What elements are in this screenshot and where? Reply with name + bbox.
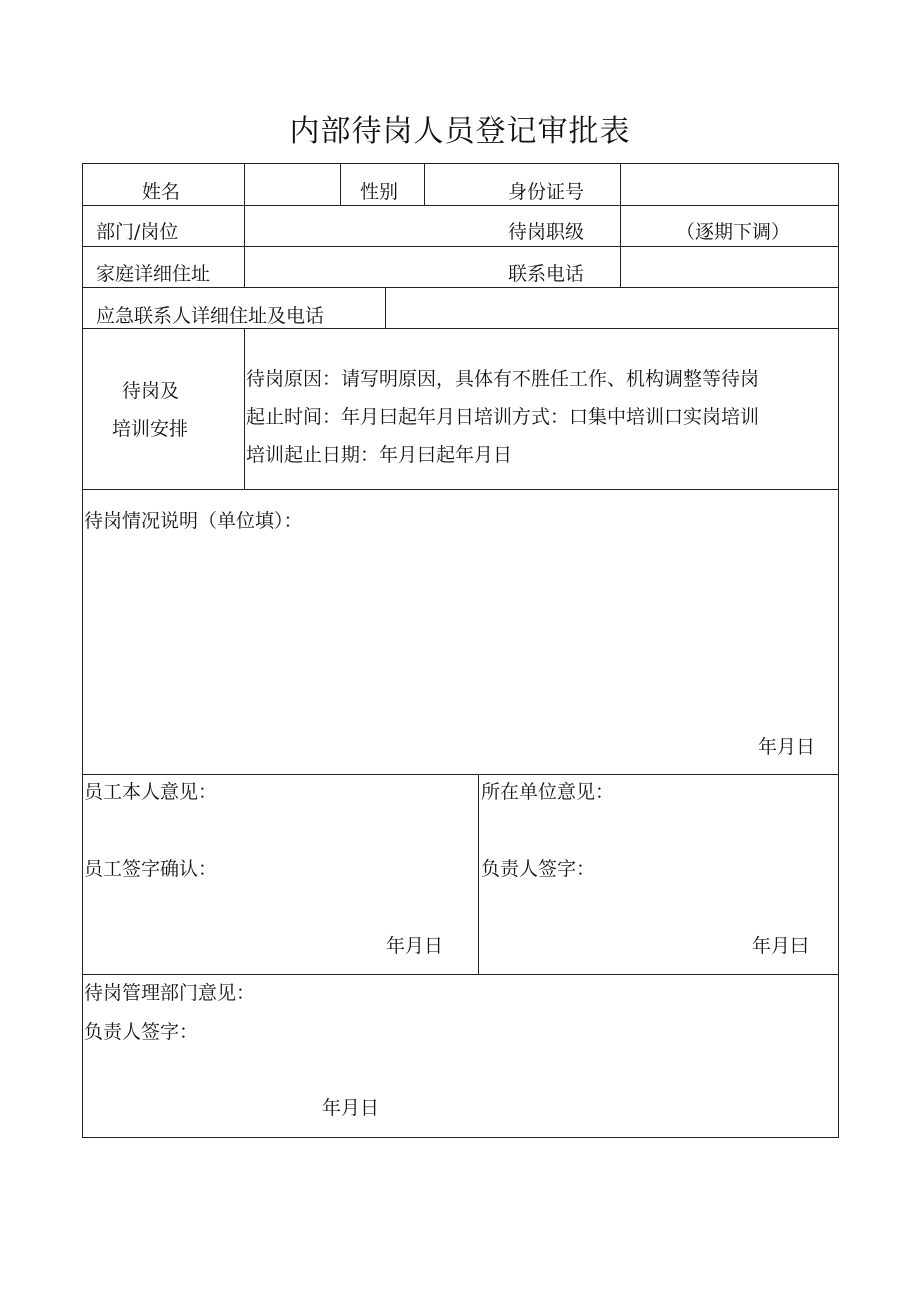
home-address-value-cell[interactable] (245, 247, 495, 287)
management-opinion-label: 待岗管理部门意见： (84, 982, 256, 1004)
standby-reason-line: 待岗原因：请写明原因，具体有不胜任工作、机构调整等待岗 (246, 368, 760, 390)
emergency-contact-label: 应急联系人详细住址及电话 (96, 305, 325, 327)
column-divider (340, 163, 341, 205)
unit-opinion-label: 所在单位意见： (481, 781, 615, 803)
name-label: 姓名 (142, 181, 181, 203)
column-divider (478, 774, 479, 975)
unit-signature-label: 负责人签字： (481, 858, 596, 880)
employee-signature-label: 员工签字确认： (84, 858, 218, 880)
form-title: 内部待岗人员登记审批表 (289, 114, 631, 149)
emergency-contact-value-cell[interactable] (386, 288, 838, 328)
unit-date: 年月曰 (752, 935, 810, 957)
gender-label: 性别 (360, 181, 399, 203)
department-position-label: 部门/岗位 (96, 221, 179, 243)
employee-date: 年月日 (386, 935, 444, 957)
id-number-value-cell[interactable] (621, 164, 838, 205)
row-divider (82, 328, 839, 329)
standby-level-note[interactable]: （逐期下调） (676, 221, 791, 243)
standby-level-label: 待岗职级 (508, 221, 585, 243)
row-divider (82, 489, 839, 490)
employee-opinion-label: 员工本人意见： (84, 781, 218, 803)
table-border-bottom (82, 1137, 839, 1138)
name-value-cell[interactable] (245, 164, 340, 205)
standby-period-line: 起止时间：年月曰起年月日培训方式：口集中培训口实岗培训 (246, 406, 760, 428)
home-address-label: 家庭详细住址 (96, 263, 211, 285)
column-divider (244, 328, 245, 490)
management-signature-label: 负责人签字： (84, 1021, 199, 1043)
contact-phone-label: 联系电话 (508, 263, 585, 285)
standby-training-label-line1: 待岗及 (122, 380, 180, 402)
standby-situation-text-area[interactable] (83, 540, 838, 720)
contact-phone-value-cell[interactable] (621, 247, 838, 287)
row-divider (82, 774, 839, 775)
management-date: 年月日 (322, 1097, 380, 1119)
id-number-label: 身份证号 (508, 181, 585, 203)
standby-training-details[interactable] (246, 360, 759, 474)
training-period-line: 培训起止日期：年月曰起年月日 (246, 444, 513, 466)
standby-situation-date: 年月日 (758, 736, 816, 758)
department-position-value-cell[interactable] (245, 206, 495, 246)
standby-situation-label: 待岗情况说明（单位填）： (84, 510, 303, 532)
table-border-right (838, 163, 839, 1138)
standby-training-label-line2: 培训安排 (112, 418, 189, 440)
gender-value-cell[interactable] (425, 164, 505, 205)
row-divider (82, 974, 839, 975)
